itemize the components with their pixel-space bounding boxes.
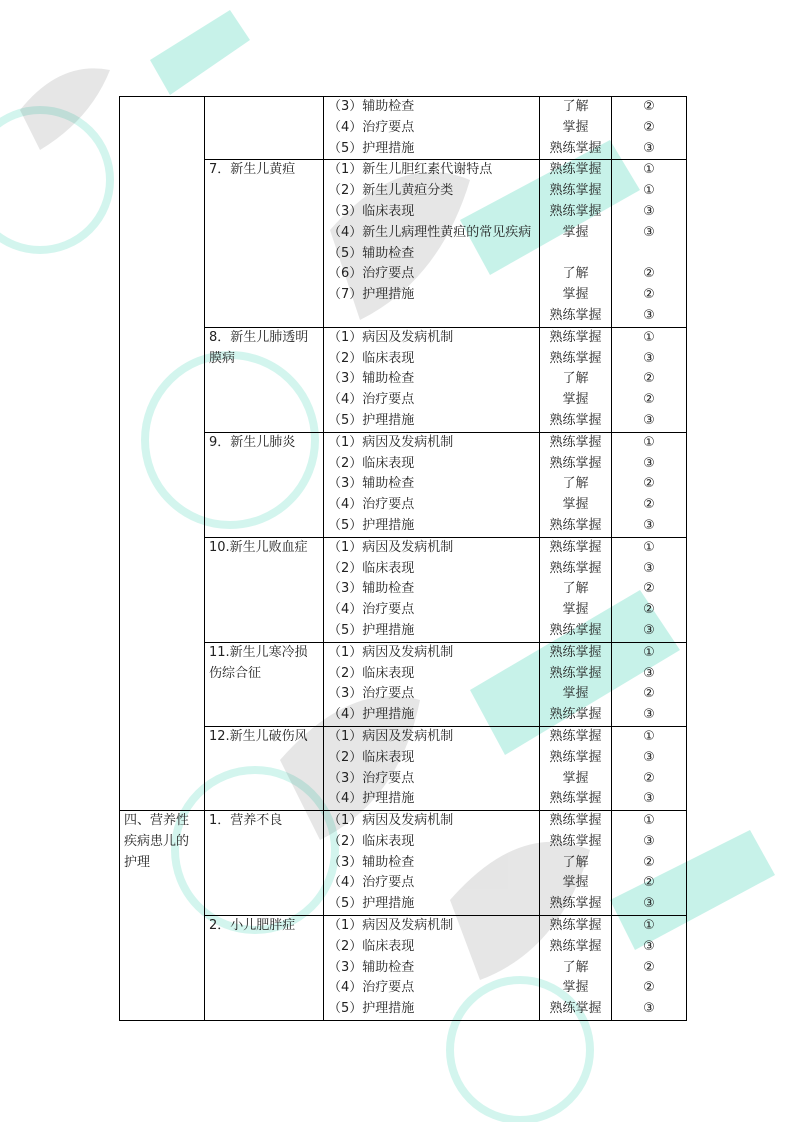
level-cell — [540, 327, 612, 432]
requirement-level: 了解 — [562, 99, 589, 114]
content-item: （4）治疗要点 — [328, 602, 415, 618]
cognitive-level: ② — [643, 770, 655, 786]
item-cell — [324, 916, 540, 1021]
table-row — [120, 537, 687, 642]
cognitive-level: ③ — [643, 307, 655, 323]
cognitive-level: ② — [643, 371, 655, 387]
cognitive-level: ② — [643, 287, 655, 303]
content-item: （1）病因及发病机制 — [328, 728, 454, 744]
requirement-level: 掌握 — [562, 497, 589, 513]
cognitive-level: ③ — [643, 749, 655, 765]
requirement-level: 熟练掌握 — [549, 329, 602, 345]
topic-cell: 1．营养不良 — [205, 811, 324, 916]
watermark-seal-icon — [0, 110, 110, 250]
content-item: （5）护理措施 — [328, 412, 415, 428]
content-item: （1）新生儿胆红素代谢特点 — [328, 162, 493, 178]
content-item: （2）临床表现 — [328, 350, 415, 366]
topic-cell: 2．小儿肥胖症 — [205, 916, 324, 1021]
item-cell — [324, 327, 540, 432]
cognitive-level: ③ — [643, 412, 655, 428]
cognitive-level: ① — [643, 813, 655, 829]
requirement-level: 掌握 — [562, 392, 589, 408]
content-item: （5）护理措施 — [328, 622, 415, 638]
cog-cell — [612, 916, 687, 1021]
content-item: （5）辅助检查 — [328, 245, 415, 261]
requirement-level: 掌握 — [562, 287, 589, 303]
content-item: （1）病因及发病机制 — [328, 918, 454, 934]
cognitive-level: ③ — [643, 665, 655, 681]
cognitive-level: ③ — [643, 350, 655, 366]
watermark-banner-icon — [150, 10, 250, 95]
content-item: （2）临床表现 — [328, 665, 415, 681]
requirement-level: 熟练掌握 — [549, 896, 602, 912]
content-item: （3）治疗要点 — [328, 770, 415, 786]
requirement-level: 熟练掌握 — [549, 707, 602, 723]
level-cell — [540, 97, 612, 160]
content-item: （3）辅助检查 — [328, 476, 415, 492]
requirement-level: 熟练掌握 — [549, 162, 602, 178]
requirement-level: 熟练掌握 — [549, 665, 602, 681]
content-item: （3）辅助检查 — [328, 371, 415, 387]
requirement-level: 熟练掌握 — [549, 791, 602, 807]
chapter-cell: 四、营养性疾病患儿的护理 — [120, 811, 205, 1021]
cognitive-level: ③ — [643, 622, 655, 638]
cognitive-level: ③ — [643, 791, 655, 807]
cognitive-level: ② — [643, 266, 655, 282]
cognitive-level: ① — [643, 644, 655, 660]
content-item: （5）护理措施 — [328, 140, 415, 156]
level-cell — [540, 811, 612, 916]
topic-cell: 10.新生儿败血症 — [205, 537, 324, 642]
content-item: （3）辅助检查 — [328, 854, 415, 870]
cog-cell — [612, 642, 687, 726]
table-row — [120, 726, 687, 810]
content-item: （1）病因及发病机制 — [328, 539, 454, 555]
content-item: （4）治疗要点 — [328, 392, 415, 408]
requirement-level: 熟练掌握 — [549, 307, 602, 323]
level-cell — [540, 916, 612, 1021]
content-item: （4）护理措施 — [328, 707, 415, 723]
chapter-cell — [120, 97, 205, 811]
level-cell — [540, 432, 612, 537]
requirement-level: 了解 — [562, 959, 589, 975]
requirement-level: 了解 — [562, 371, 589, 387]
cog-cell — [612, 726, 687, 810]
requirement-level: 了解 — [562, 476, 589, 492]
requirement-level: 熟练掌握 — [549, 203, 602, 219]
requirement-level: 熟练掌握 — [549, 517, 602, 533]
requirement-level: 熟练掌握 — [549, 350, 602, 366]
item-cell — [324, 160, 540, 327]
content-item: （2）临床表现 — [328, 560, 415, 576]
cognitive-level: ① — [643, 728, 655, 744]
content-item: （3）辅助检查 — [328, 581, 415, 597]
requirement-level: 掌握 — [562, 686, 589, 702]
content-item: （4）治疗要点 — [328, 119, 415, 135]
cog-cell — [612, 160, 687, 327]
table-row — [120, 916, 687, 1021]
level-cell — [540, 160, 612, 327]
requirement-level: 了解 — [562, 581, 589, 597]
cognitive-level: ③ — [643, 707, 655, 723]
topic-cell: 12.新生儿破伤风 — [205, 726, 324, 810]
topic-cell: 7．新生儿黄疸 — [205, 160, 324, 327]
cognitive-level: ② — [643, 959, 655, 975]
content-item: （4）新生儿病理性黄疸的常见疾病 — [328, 224, 532, 240]
level-cell — [540, 537, 612, 642]
requirement-level: 掌握 — [562, 602, 589, 618]
content-item: （2）临床表现 — [328, 455, 415, 471]
content-item: （4）治疗要点 — [328, 875, 415, 891]
table-row — [120, 432, 687, 537]
requirement-level: 了解 — [562, 854, 589, 870]
content-item: （4）治疗要点 — [328, 497, 415, 513]
cognitive-level: ① — [643, 918, 655, 934]
requirement-level: 掌握 — [562, 770, 589, 786]
cognitive-level: ③ — [643, 224, 655, 240]
requirement-level: 掌握 — [562, 119, 589, 135]
requirement-level: 熟练掌握 — [549, 833, 602, 849]
topic-cell — [205, 97, 324, 160]
cog-cell — [612, 97, 687, 160]
requirement-level: 熟练掌握 — [549, 1001, 602, 1017]
requirement-level: 熟练掌握 — [549, 728, 602, 744]
item-cell — [324, 432, 540, 537]
level-cell — [540, 642, 612, 726]
cognitive-level: ③ — [643, 560, 655, 576]
item-cell — [324, 726, 540, 810]
table-row — [120, 160, 687, 327]
requirement-level: 掌握 — [562, 980, 589, 996]
requirement-level: 了解 — [562, 266, 589, 282]
table-row — [120, 811, 687, 916]
content-item: （5）护理措施 — [328, 896, 415, 912]
requirement-level: 熟练掌握 — [549, 539, 602, 555]
requirement-level: 熟练掌握 — [549, 622, 602, 638]
cognitive-level: ① — [643, 539, 655, 555]
topic-cell: 8．新生儿肺透明膜病 — [205, 327, 324, 432]
cog-cell — [612, 432, 687, 537]
cognitive-level: ② — [643, 854, 655, 870]
syllabus-table — [119, 96, 687, 1021]
cognitive-level: ③ — [643, 455, 655, 471]
content-item: （6）治疗要点 — [328, 266, 415, 282]
content-item: （3）辅助检查 — [328, 99, 415, 114]
requirement-level: 熟练掌握 — [549, 183, 602, 199]
item-cell — [324, 642, 540, 726]
content-item: （4）治疗要点 — [328, 980, 415, 996]
cognitive-level: ② — [643, 875, 655, 891]
requirement-level: 熟练掌握 — [549, 560, 602, 576]
requirement-level: 熟练掌握 — [549, 644, 602, 660]
content-item: （5）护理措施 — [328, 517, 415, 533]
content-item: （2）临床表现 — [328, 938, 415, 954]
syllabus-table-body — [120, 97, 687, 1021]
item-cell — [324, 811, 540, 916]
watermark-brush-icon — [20, 68, 110, 150]
cognitive-level: ① — [643, 434, 655, 450]
content-item: （7）护理措施 — [328, 287, 415, 303]
content-item: （1）病因及发病机制 — [328, 813, 454, 829]
requirement-level: 熟练掌握 — [549, 455, 602, 471]
cog-cell — [612, 327, 687, 432]
content-item: （3）治疗要点 — [328, 686, 415, 702]
content-item: （2）新生儿黄疸分类 — [328, 183, 454, 199]
cognitive-level: ③ — [643, 938, 655, 954]
topic-cell: 9．新生儿肺炎 — [205, 432, 324, 537]
cog-cell — [612, 537, 687, 642]
cognitive-level: ② — [643, 119, 655, 135]
requirement-level: 熟练掌握 — [549, 412, 602, 428]
cognitive-level: ① — [643, 162, 655, 178]
requirement-level: 熟练掌握 — [549, 140, 602, 156]
table-row — [120, 97, 687, 160]
requirement-level: 熟练掌握 — [549, 938, 602, 954]
table-row — [120, 642, 687, 726]
cog-cell — [612, 811, 687, 916]
cognitive-level: ② — [643, 476, 655, 492]
requirement-level: 掌握 — [562, 875, 589, 891]
content-item: （2）临床表现 — [328, 749, 415, 765]
content-item: （2）临床表现 — [328, 833, 415, 849]
cognitive-level: ② — [643, 686, 655, 702]
cognitive-level: ① — [643, 329, 655, 345]
item-cell — [324, 537, 540, 642]
cognitive-level: ② — [643, 99, 655, 114]
cognitive-level: ② — [643, 602, 655, 618]
cognitive-level: ③ — [643, 203, 655, 219]
table-row — [120, 327, 687, 432]
cognitive-level: ② — [643, 497, 655, 513]
cognitive-level: ③ — [643, 833, 655, 849]
cognitive-level: ① — [643, 183, 655, 199]
requirement-level: 熟练掌握 — [549, 813, 602, 829]
requirement-level: 掌握 — [562, 224, 589, 240]
item-cell — [324, 97, 540, 160]
content-item: （1）病因及发病机制 — [328, 329, 454, 345]
cognitive-level: ③ — [643, 517, 655, 533]
cognitive-level: ③ — [643, 896, 655, 912]
content-item: （1）病因及发病机制 — [328, 434, 454, 450]
cognitive-level: ③ — [643, 140, 655, 156]
content-item: （4）护理措施 — [328, 791, 415, 807]
content-item: （3）临床表现 — [328, 203, 415, 219]
requirement-level: 熟练掌握 — [549, 749, 602, 765]
requirement-level: 熟练掌握 — [549, 918, 602, 934]
content-item: （1）病因及发病机制 — [328, 644, 454, 660]
cognitive-level: ② — [643, 581, 655, 597]
level-cell — [540, 726, 612, 810]
requirement-level: 熟练掌握 — [549, 434, 602, 450]
cognitive-level: ③ — [643, 1001, 655, 1017]
topic-cell: 11.新生儿寒冷损伤综合征 — [205, 642, 324, 726]
content-item: （3）辅助检查 — [328, 959, 415, 975]
content-item: （5）护理措施 — [328, 1001, 415, 1017]
cognitive-level: ② — [643, 392, 655, 408]
cognitive-level: ② — [643, 980, 655, 996]
